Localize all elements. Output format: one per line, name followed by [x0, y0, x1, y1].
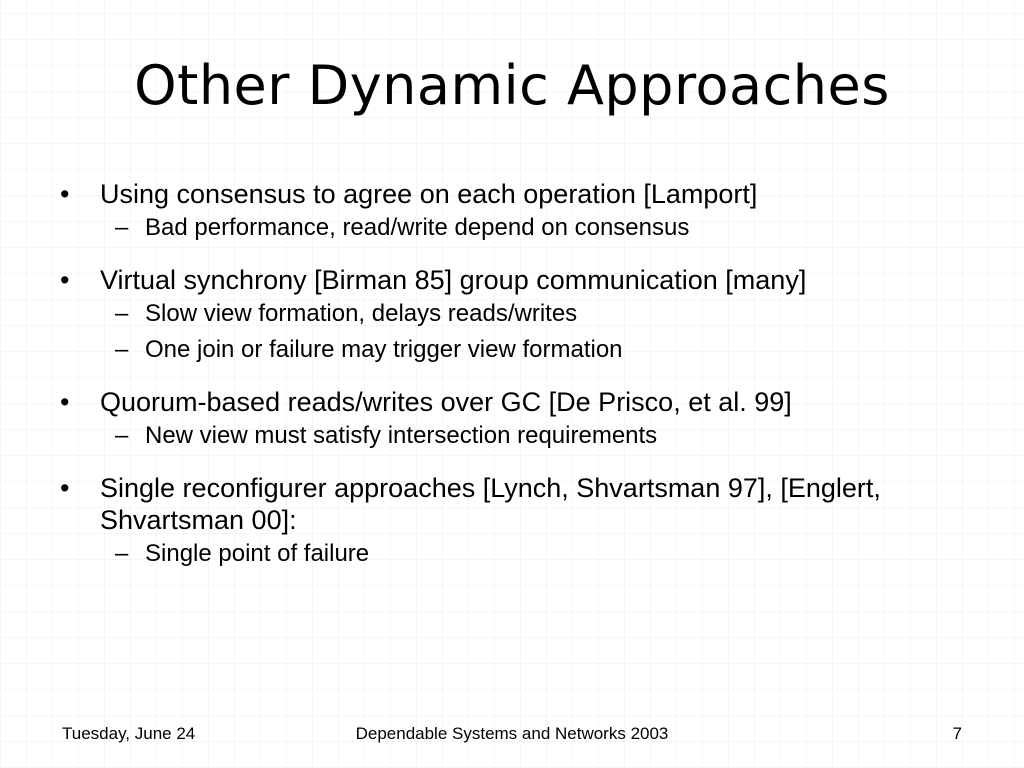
bullet-list	[60, 178, 980, 590]
sub-bullet-marker: –	[115, 336, 129, 363]
sub-bullet-text: One join or failure may trigger view formation	[145, 336, 623, 363]
bullet-item	[60, 264, 980, 296]
bullet-text: Using consensus to agree on each operation [Lamport]	[100, 179, 758, 209]
footer-date: Tuesday, June 24	[62, 724, 196, 743]
sub-bullet-text: Single point of failure	[145, 540, 370, 567]
bullet-marker: •	[60, 265, 70, 295]
bullet-group	[60, 264, 980, 368]
bullet-text: Quorum-based reads/writes over GC [De Prisco, et al. 99]	[100, 387, 792, 417]
bullet-marker: •	[60, 387, 70, 417]
sub-bullet-text: Bad performance, read/write depend on consensus	[145, 214, 690, 241]
bullet-group	[60, 386, 980, 454]
sub-bullet-marker: –	[115, 540, 129, 567]
bullet-group	[60, 178, 980, 246]
bullet-marker: •	[60, 179, 70, 209]
sub-bullet-text: New view must satisfy intersection requirements	[145, 422, 658, 449]
sub-bullet-item	[60, 332, 980, 368]
sub-bullet-text: Slow view formation, delays reads/writes	[145, 300, 578, 327]
bullet-item	[60, 178, 980, 210]
bullet-text: Virtual synchrony [Birman 85] group communication [many]	[100, 265, 807, 295]
bullet-group	[60, 472, 980, 572]
bullet-text: Single reconfigurer approaches [Lynch, Shvartsman 97], [Englert, Shvartsman 00]:	[100, 473, 881, 535]
bullet-marker: •	[60, 473, 70, 503]
sub-bullet-marker: –	[115, 300, 129, 327]
slide-title: Other Dynamic Approaches	[134, 54, 890, 117]
sub-bullet-marker: –	[115, 422, 129, 449]
sub-bullet-marker: –	[115, 214, 129, 241]
sub-bullet-item	[60, 210, 980, 246]
bullet-item	[60, 386, 980, 418]
footer-conference: Dependable Systems and Networks 2003	[355, 724, 669, 743]
sub-bullet-item	[60, 418, 980, 454]
footer-page-number: 7	[952, 724, 962, 743]
bullet-item	[60, 472, 980, 536]
sub-bullet-item	[60, 536, 980, 572]
sub-bullet-item	[60, 296, 980, 332]
